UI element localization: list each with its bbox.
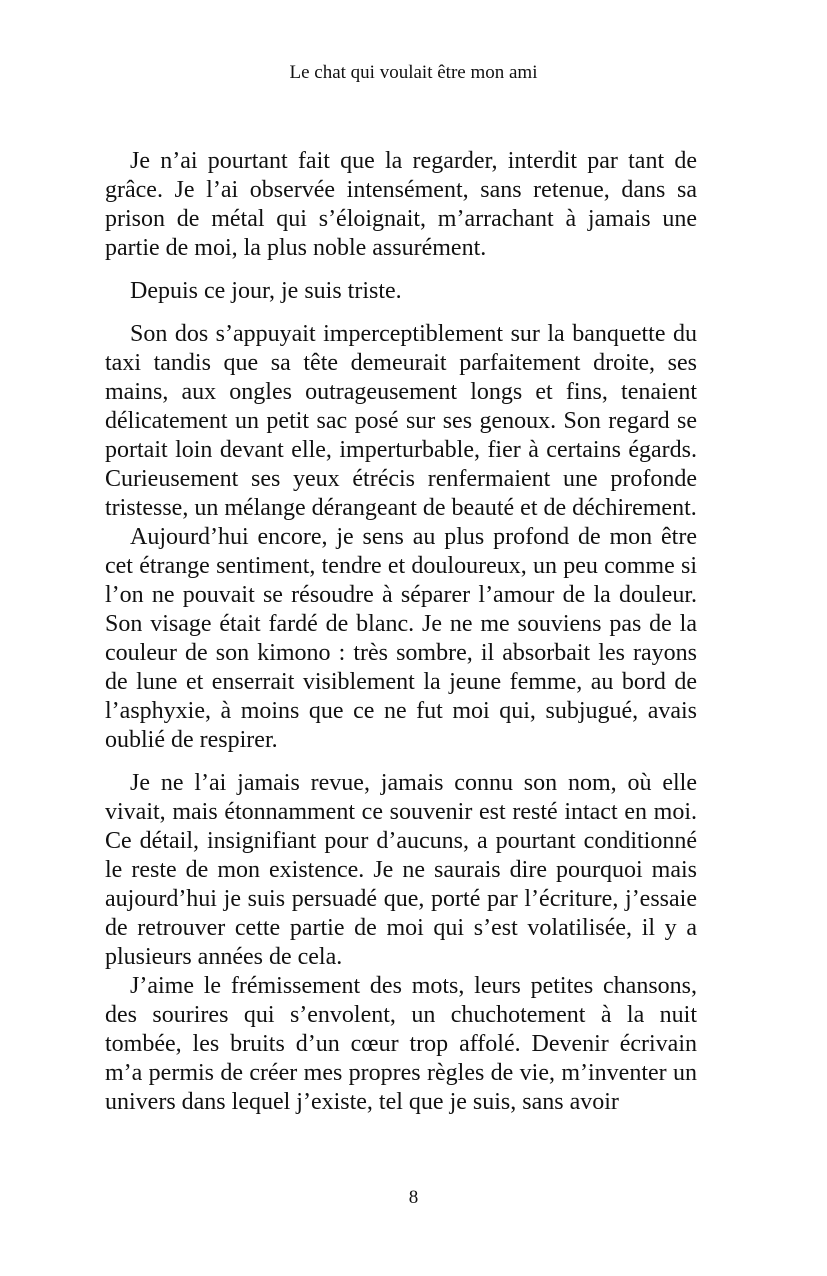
paragraph: Je n’ai pourtant fait que la regarder, interdit par tant de grâce. Je l’ai observée intensément, sans retenue, dans sa prison de métal qui s’éloignait, m’arrachant à jamais une partie de moi, la plus noble assurément.: [105, 148, 697, 261]
paragraph: J’aime le frémissement des mots, leurs petites chansons, des sourires qui s’envolent, un chuchotement à la nuit tombée, les bruits d’un cœur trop affolé. Devenir écrivain m’a permis de créer mes propres règles de vie, m’inventer un univers dans lequel j’existe, tel que je suis, sans avoir: [105, 973, 697, 1115]
running-head: Le chat qui voulait être mon ami: [289, 62, 538, 83]
paragraph: Depuis ce jour, je suis triste.: [130, 278, 402, 304]
body-text: [105, 147, 697, 1117]
page-number: 8: [408, 1187, 419, 1208]
paragraph: Je ne l’ai jamais revue, jamais connu son nom, où elle vivait, mais étonnamment ce souvenir est resté intact en moi. Ce détail, insignifiant pour d’aucuns, a pourtant conditionné le reste de mon existence. Je ne saurais dire pourquoi mais aujourd’hui je suis persuadé que, porté par l’écriture, j’essaie de retrouver cette partie de moi qui s’est volatilisée, il y a plusieurs années de cela.: [105, 770, 697, 970]
paragraph: Son dos s’appuyait imperceptiblement sur la banquette du taxi tandis que sa tête demeurait parfaitement droite, ses mains, aux ongles outrageusement longs et fins, tenaient délicatement un petit sac posé sur ses genoux. Son regard se portait loin devant elle, imperturbable, fier à certains égards. Curieusement ses yeux étrécis renfermaient une profonde tristesse, un mélange dérangeant de beauté et de déchirement.: [105, 321, 697, 521]
paragraph: Aujourd’hui encore, je sens au plus profond de mon être cet étrange sentiment, tendre et douloureux, un peu comme si l’on ne pouvait se résoudre à séparer l’amour de la douleur. Son visage était fardé de blanc. Je ne me souviens pas de la couleur de son kimono : très sombre, il absorbait les rayons de lune et enserrait visiblement la jeune femme, au bord de l’asphyxie, à moins que ce ne fut moi qui, subjugué, avais oublié de respirer.: [105, 524, 697, 753]
